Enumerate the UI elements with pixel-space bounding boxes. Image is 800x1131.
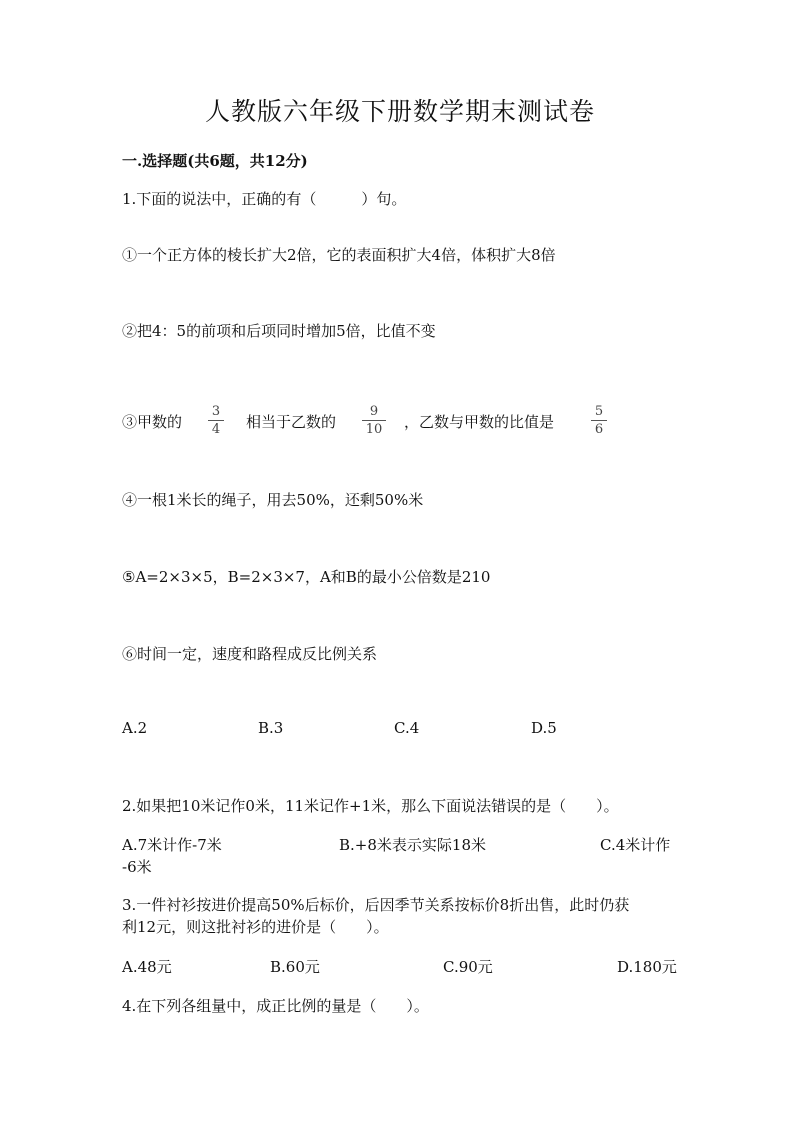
q1-statement-3-part1: ③甲数的 (122, 413, 183, 431)
fraction-9-10 (362, 404, 386, 437)
q1-statement-3-part2: 相当于乙数的 (246, 413, 337, 431)
q3-stem-line1: 3.一件衬衫按进价提高50%后标价，后因季节关系按标价8折出售，此时仍获 (122, 896, 630, 914)
q1-statement-1: ①一个正方体的棱长扩大2倍，它的表面积扩大4倍，体积扩大8倍 (122, 246, 556, 264)
q1-stem: 1.下面的说法中，正确的有（ ）句。 (122, 190, 407, 208)
q1-option-d: D.5 (531, 719, 557, 737)
q1-statement-5: ⑤A=2×3×5，B=2×3×7，A和B的最小公倍数是210 (122, 568, 491, 586)
q2-option-c: C.4米计作 (600, 836, 671, 854)
q2-option-a: A.7米计作-7米 (122, 836, 222, 854)
fraction-denominator: 4 (211, 422, 221, 437)
q3-option-b: B.60元 (270, 958, 320, 976)
fraction-bar (208, 420, 224, 421)
fraction-numerator: 9 (369, 404, 379, 419)
fraction-5-6 (591, 404, 607, 437)
q3-option-c: C.90元 (443, 958, 493, 976)
fraction-numerator: 3 (211, 404, 221, 419)
q2-option-b: B.+8米表示实际18米 (339, 836, 486, 854)
fraction-3-4 (208, 404, 224, 437)
q3-option-a: A.48元 (122, 958, 172, 976)
q2-option-c-continued: -6米 (122, 858, 152, 876)
fraction-numerator: 5 (594, 404, 604, 419)
q1-statement-6: ⑥时间一定，速度和路程成反比例关系 (122, 645, 378, 663)
q1-option-b: B.3 (258, 719, 284, 737)
q3-option-d: D.180元 (617, 958, 677, 976)
fraction-bar (591, 420, 607, 421)
q1-option-c: C.4 (394, 719, 420, 737)
q1-statement-3-part3: ，乙数与甲数的比值是 (404, 413, 555, 431)
page-title: 人教版六年级下册数学期末测试卷 (204, 97, 595, 126)
fraction-bar (362, 420, 386, 421)
q4-stem: 4.在下列各组量中，成正比例的量是（ ）。 (122, 997, 429, 1015)
fraction-denominator: 6 (594, 422, 604, 437)
q3-stem-line2: 利12元，则这批衬衫的进价是（ ）。 (122, 918, 389, 936)
q1-option-a: A.2 (122, 719, 148, 737)
fraction-denominator: 10 (365, 422, 383, 437)
q2-stem: 2.如果把10米记作0米，11米记作+1米，那么下面说法错误的是（ ）。 (122, 797, 619, 815)
section-header: 一.选择题(共6题，共12分) (122, 152, 308, 170)
q1-statement-4: ④一根1米长的绳子，用去50%，还剩50%米 (122, 491, 424, 509)
q1-statement-2: ②把4：5的前项和后项同时增加5倍，比值不变 (122, 322, 436, 340)
